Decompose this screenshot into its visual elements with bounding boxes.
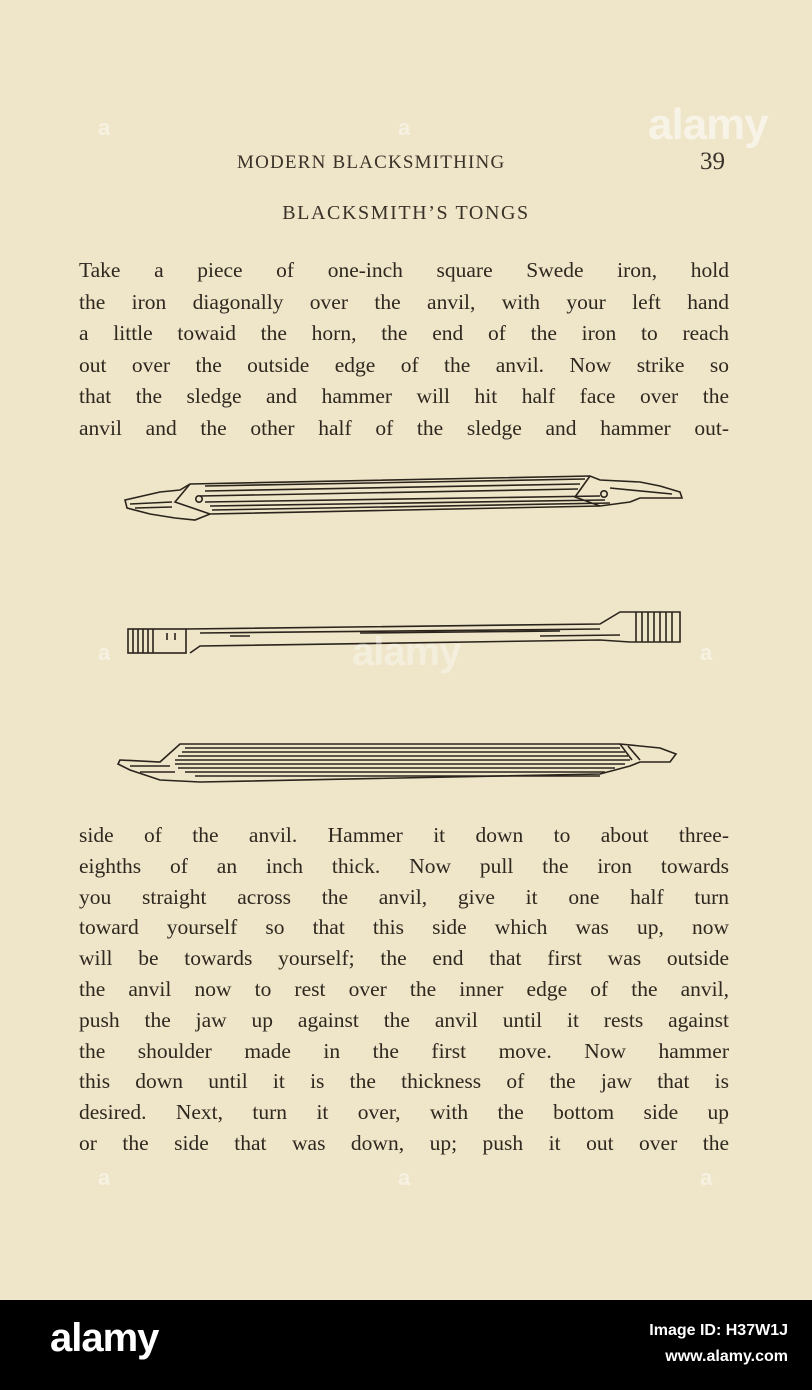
footer-url: www.alamy.com (665, 1348, 788, 1365)
section-title: BLACKSMITH’S TONGS (282, 202, 530, 224)
running-title: MODERN BLACKSMITHING (237, 152, 506, 173)
text-line: eighths of an inch thick. Now pull the iron towards (79, 853, 729, 878)
paragraph-2 (79, 820, 729, 1159)
text-line: side of the anvil. Hammer it down to about three- (79, 823, 729, 847)
text-line: this down until it is the thickness of the jaw that is (79, 1069, 729, 1094)
text-line: Take a piece of one-inch square Swede iron, hold (79, 258, 729, 282)
text-line: the shoulder made in the first move. Now hammer (79, 1038, 729, 1063)
text-line: the anvil now to rest over the inner edge of the anvil, (79, 976, 729, 1001)
text-line: or the side that was down, up; push it out over the (79, 1130, 729, 1155)
watermark-logo-center: alamy (352, 630, 461, 674)
text-line: desired. Next, turn it over, with the bottom side up (79, 1100, 729, 1125)
text-line: the iron diagonally over the anvil, with your left hand (79, 289, 729, 314)
text-line: push the jaw up against the anvil until it rests against (79, 1007, 729, 1032)
watermark-mark: a (98, 1165, 111, 1190)
page-number: 39 (700, 148, 725, 175)
watermark-logo: alamy (648, 100, 768, 149)
text-line: anvil and the other half of the sledge and hammer out- (79, 415, 729, 440)
text-line: that the sledge and hammer will hit half face over the (79, 384, 729, 408)
stock-footer-bar (0, 1300, 812, 1390)
watermark-mark: a (700, 640, 713, 665)
image-id-label: Image ID: H37W1J (649, 1322, 788, 1339)
text-line: out over the outside edge of the anvil. Now strike so (79, 352, 729, 377)
text-line: a little towaid the horn, the end of the iron to reach (79, 321, 729, 345)
watermark-mark: a (98, 115, 111, 140)
text-line: toward yourself so that this side which was up, now (79, 915, 729, 940)
watermark-mark: a (98, 640, 111, 665)
tongs-figure-top (0, 462, 812, 537)
watermark-mark: a (398, 115, 411, 140)
watermark-mark: a (398, 1165, 411, 1190)
footer-logo: alamy (50, 1316, 159, 1360)
text-line: will be towards yourself; the end that first was outside (79, 946, 729, 971)
page-header (0, 148, 812, 182)
paragraph-1 (79, 255, 729, 444)
tongs-figure-bottom (0, 730, 812, 790)
watermark-mark: a (700, 1165, 713, 1190)
text-line: you straight across the anvil, give it one half turn (79, 884, 729, 909)
